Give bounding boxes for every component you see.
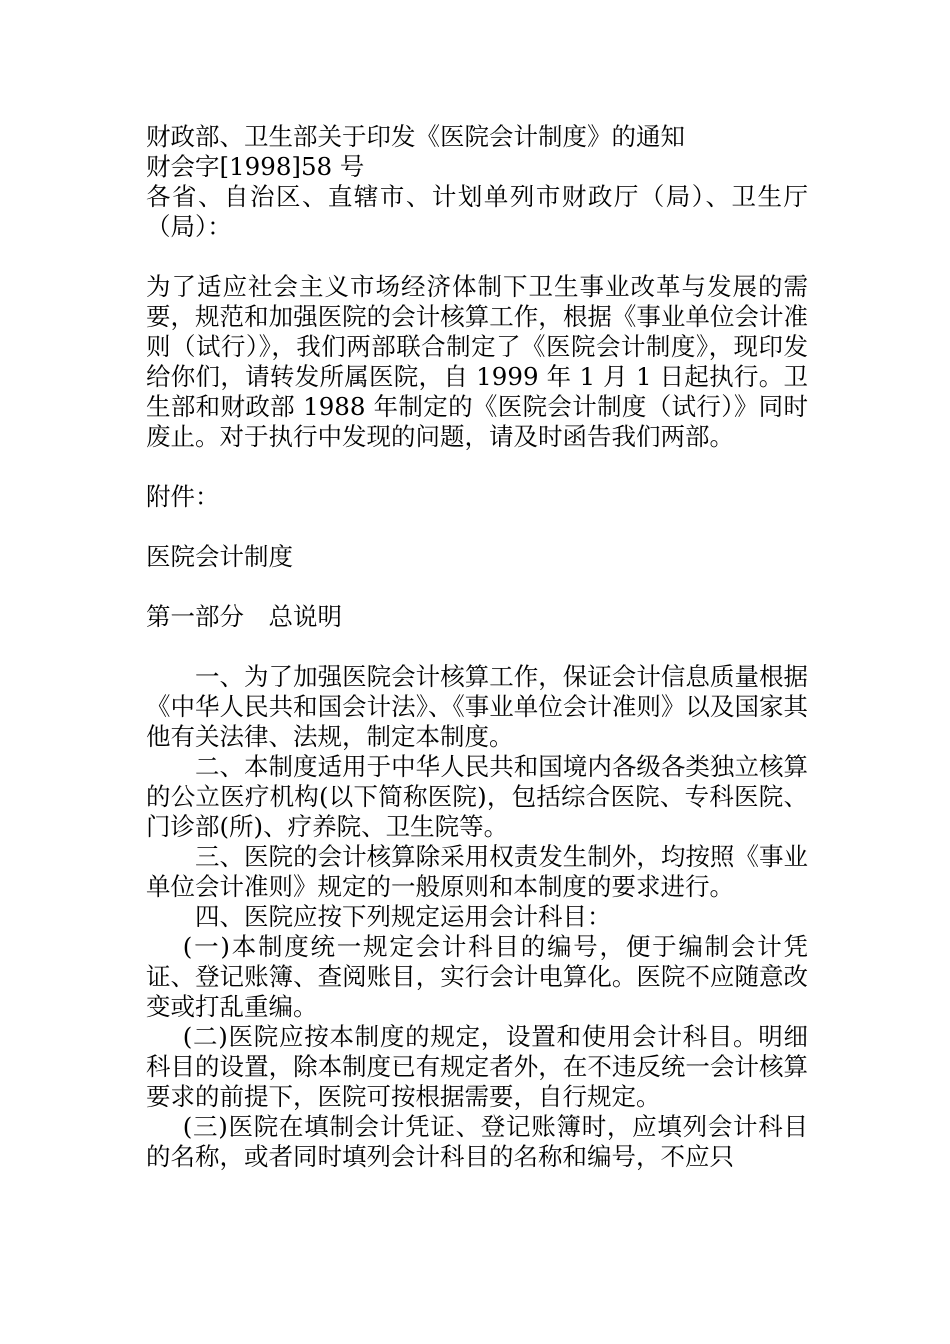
sub-clause-1: (一)本制度统一规定会计科目的编号，便于编制会计凭证、登记账簿、查阅账目，实行会计电算化。医院不应随意改变或打乱重编。 [146, 932, 808, 1021]
document-page [146, 122, 808, 1172]
spacer [146, 512, 808, 542]
attachment-title: 医院会计制度 [146, 542, 293, 571]
part-heading: 第一部分 总说明 [146, 602, 342, 631]
sub-clause-3: (三)医院在填制会计凭证、登记账簿时，应填列会计科目的名称，或者同时填列会计科目的名称和编号，不应只 [146, 1112, 808, 1171]
addressee: 各省、自治区、直辖市、计划单列市财政厅（局）、卫生厅（局）： [146, 182, 808, 241]
document-title: 财政部、卫生部关于印发《医院会计制度》的通知 [146, 122, 685, 151]
spacer [146, 452, 808, 482]
clause-item-2: 二、本制度适用于中华人民共和国境内各级各类独立核算的公立医疗机构(以下简称医院)，包括综合医院、专科医院、门诊部(所)、疗养院、卫生院等。 [146, 752, 808, 841]
attachment-label: 附件： [146, 482, 220, 511]
sub-clause-2: (二)医院应按本制度的规定，设置和使用会计科目。明细科目的设置，除本制度已有规定者外，在不违反统一会计核算要求的前提下，医院可按根据需要，自行规定。 [146, 1022, 808, 1111]
spacer [146, 632, 808, 662]
document-number: 财会字[1998]58 号 [146, 152, 365, 181]
notice-body-paragraph: 为了适应社会主义市场经济体制下卫生事业改革与发展的需要，规范和加强医院的会计核算工作，根据《事业单位会计准则（试行）》，我们两部联合制定了《医院会计制度》，现印发给你们，请转发所属医院，自 1999 年 1 月 1 日起执行。卫生部和财政部 1988 年制定的《医院会计制度（试行）》同时废止。对于执行中发现的问题，请及时函告我们两部。 [146, 272, 808, 451]
clause-item-1: 一、为了加强医院会计核算工作，保证会计信息质量根据《中华人民共和国会计法》、《事业单位会计准则》以及国家其他有关法律、法规，制定本制度。 [146, 662, 808, 751]
spacer [146, 242, 808, 272]
clause-item-4: 四、医院应按下列规定运用会计科目： [195, 902, 612, 931]
spacer [146, 572, 808, 602]
clause-item-3: 三、医院的会计核算除采用权责发生制外，均按照《事业单位会计准则》规定的一般原则和本制度的要求进行。 [146, 842, 808, 901]
